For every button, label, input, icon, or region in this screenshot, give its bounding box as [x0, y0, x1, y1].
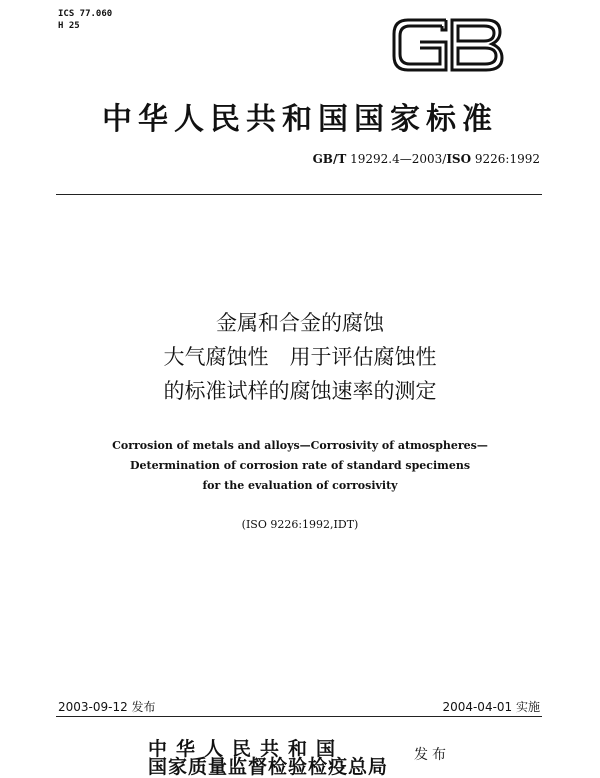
title-en-line-1: Corrosion of metals and alloys—Corrosivity of atmospheres— — [112, 439, 488, 452]
title-zh-line-2: 大气腐蚀性 用于评估腐蚀性 — [163, 345, 437, 369]
top-rule — [56, 194, 542, 195]
gb-logo — [388, 10, 510, 80]
classification-codes — [58, 8, 112, 32]
iso-number: 9226:1992 — [474, 152, 540, 166]
implement-date: 2004-04-01 实施 — [442, 700, 540, 714]
title-en — [0, 436, 600, 496]
publish-label: 发布 — [414, 747, 450, 763]
gb-number: 19292.4—2003/ — [350, 152, 447, 166]
issuer-line-2: 国家质量监督检验检疫总局 — [148, 756, 389, 778]
issuer-line-1: 中华人民共和国 — [148, 738, 345, 760]
title-zh-line-1: 金属和合金的腐蚀 — [216, 311, 384, 335]
iso-prefix: ISO — [446, 152, 472, 166]
issue-date: 2003-09-12 发布 — [58, 700, 156, 714]
title-en-line-2: Determination of corrosion rate of standard specimens — [129, 459, 471, 472]
gb-prefix: GB/T — [312, 152, 347, 166]
class-code: H 25 — [58, 21, 80, 31]
title-en-line-3: for the evaluation of corrosivity — [202, 479, 398, 492]
org-title: 中华人民共和国国家标准 — [102, 102, 498, 137]
title-zh-line-3: 的标准试样的腐蚀速率的测定 — [163, 379, 437, 403]
iso-reference: (ISO 9226:1992,IDT) — [241, 518, 359, 531]
bottom-rule — [56, 716, 542, 717]
ics-code: ICS 77.060 — [58, 9, 113, 19]
standard-number — [313, 152, 540, 166]
